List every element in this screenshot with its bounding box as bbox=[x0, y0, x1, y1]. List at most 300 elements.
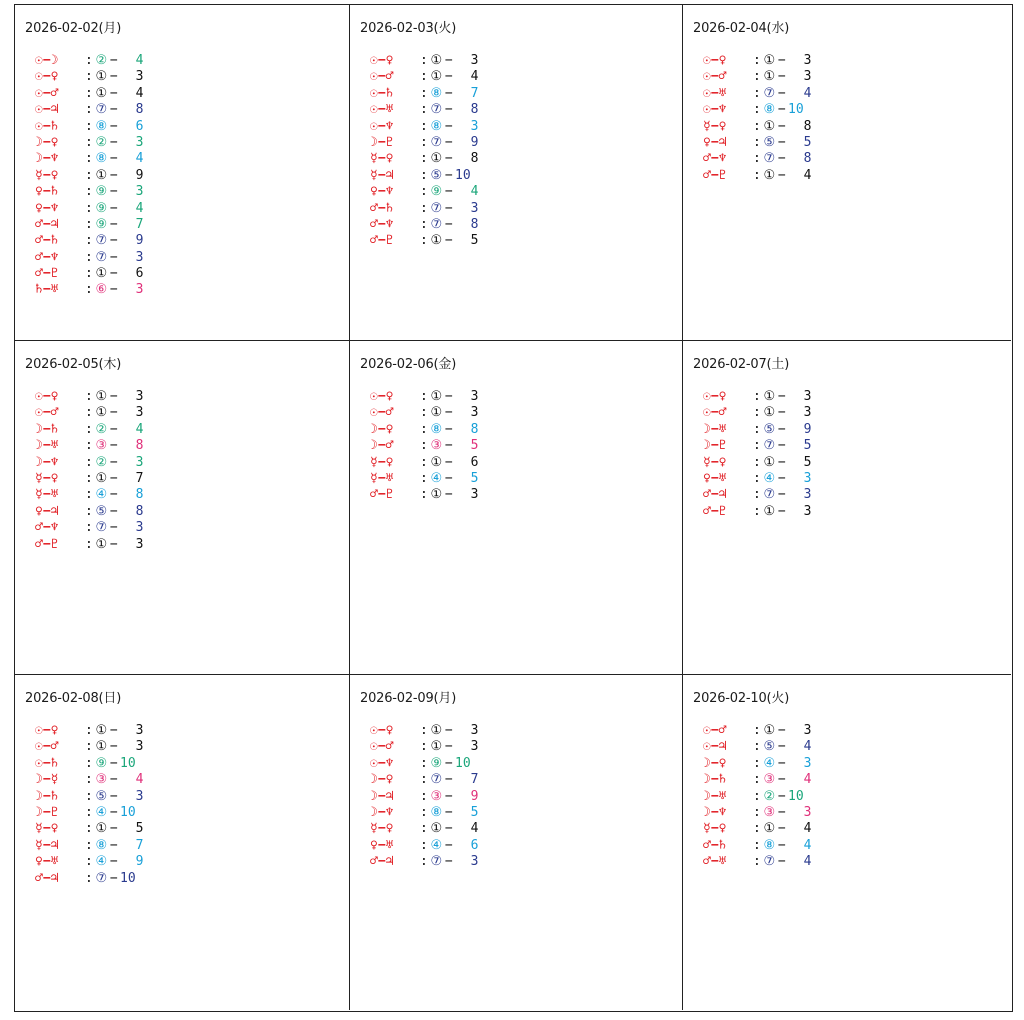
colon-separator: : bbox=[85, 282, 93, 298]
dash-separator: − bbox=[777, 102, 786, 118]
aspect-code: ⑥ bbox=[95, 282, 108, 298]
aspect-code: ① bbox=[763, 723, 776, 738]
colon-separator: : bbox=[85, 53, 93, 68]
dash-separator: − bbox=[777, 69, 794, 85]
day-date: 2026-02-05(木) bbox=[25, 357, 122, 372]
dash-separator: − bbox=[444, 454, 461, 470]
dash-separator: − bbox=[777, 134, 794, 150]
aspect-value: 6 bbox=[135, 266, 144, 282]
aspect-row bbox=[703, 772, 1011, 788]
dash-separator: − bbox=[444, 200, 461, 216]
dash-separator: − bbox=[444, 837, 461, 853]
day-date: 2026-02-02(月) bbox=[25, 21, 122, 36]
aspect-code: ⑦ bbox=[95, 870, 108, 886]
colon-separator: : bbox=[420, 788, 428, 804]
aspect-code: ⑦ bbox=[763, 854, 776, 870]
aspect-code: ⑨ bbox=[95, 200, 108, 216]
colon-separator: : bbox=[85, 151, 93, 167]
colon-separator: : bbox=[420, 854, 428, 870]
planet-pair: ♂−♆ bbox=[703, 151, 727, 167]
planet-pair: ♀−♄ bbox=[35, 184, 59, 200]
dash-separator: − bbox=[444, 53, 461, 68]
colon-separator: : bbox=[420, 69, 428, 85]
day-cell bbox=[683, 5, 1011, 341]
dash-separator: − bbox=[777, 405, 794, 421]
colon-separator: : bbox=[420, 739, 428, 755]
aspect-code: ① bbox=[763, 405, 776, 421]
dash-separator: − bbox=[777, 739, 794, 755]
planet-pair: ☉−♂ bbox=[35, 405, 59, 421]
aspect-code: ① bbox=[430, 53, 443, 68]
aspect-row bbox=[35, 756, 349, 772]
colon-separator: : bbox=[85, 200, 93, 216]
planet-pair: ☽−♆ bbox=[35, 454, 59, 470]
colon-separator: : bbox=[85, 503, 93, 519]
planet-pair: ☉−♃ bbox=[703, 739, 727, 755]
aspect-value: 3 bbox=[135, 389, 144, 404]
aspect-code: ③ bbox=[95, 438, 108, 454]
planet-pair: ♂−♃ bbox=[703, 487, 727, 503]
dash-separator: − bbox=[444, 151, 461, 167]
colon-separator: : bbox=[420, 118, 428, 134]
colon-separator: : bbox=[753, 821, 761, 837]
aspect-row bbox=[35, 471, 349, 487]
colon-separator: : bbox=[753, 167, 761, 183]
aspect-value: 3 bbox=[135, 739, 144, 755]
colon-separator: : bbox=[753, 134, 761, 150]
colon-separator: : bbox=[753, 405, 761, 421]
aspect-value: 9 bbox=[135, 167, 144, 183]
planet-pair: ♂−♇ bbox=[370, 487, 394, 503]
aspect-value: 5 bbox=[470, 233, 479, 249]
planet-pair: ♀−♃ bbox=[35, 503, 59, 519]
aspect-row bbox=[35, 838, 349, 854]
aspect-value: 3 bbox=[803, 69, 812, 85]
aspect-row bbox=[703, 789, 1011, 805]
aspect-row bbox=[35, 789, 349, 805]
dash-separator: − bbox=[777, 837, 794, 853]
aspect-row bbox=[35, 151, 349, 167]
planet-pair: ☽−♄ bbox=[35, 788, 59, 804]
colon-separator: : bbox=[420, 134, 428, 150]
colon-separator: : bbox=[753, 772, 761, 788]
aspect-value: 5 bbox=[803, 438, 812, 454]
planet-pair: ☽−♀ bbox=[703, 755, 727, 771]
dash-separator: − bbox=[444, 421, 461, 437]
dash-separator: − bbox=[444, 134, 461, 150]
aspect-value: 6 bbox=[470, 837, 479, 853]
aspect-value: 3 bbox=[470, 487, 479, 503]
dash-separator: − bbox=[444, 804, 461, 820]
aspect-code: ② bbox=[95, 134, 108, 150]
colon-separator: : bbox=[85, 870, 93, 886]
planet-pair: ☉−♀ bbox=[35, 69, 59, 85]
dash-separator: − bbox=[109, 804, 118, 820]
planet-pair: ☉−♂ bbox=[703, 723, 727, 738]
aspect-code: ② bbox=[95, 421, 108, 437]
aspect-row bbox=[35, 86, 349, 102]
aspect-row bbox=[35, 119, 349, 135]
dash-separator: − bbox=[109, 755, 118, 771]
colon-separator: : bbox=[753, 470, 761, 486]
dash-separator: − bbox=[444, 821, 461, 837]
colon-separator: : bbox=[85, 102, 93, 118]
dash-separator: − bbox=[109, 184, 126, 200]
aspect-code: ③ bbox=[430, 788, 443, 804]
planet-pair: ☉−♀ bbox=[35, 389, 59, 404]
dash-separator: − bbox=[444, 85, 461, 101]
planet-pair: ☿−♃ bbox=[370, 167, 394, 183]
colon-separator: : bbox=[420, 487, 428, 503]
aspect-row bbox=[370, 838, 682, 854]
aspect-row bbox=[35, 53, 349, 69]
dash-separator: − bbox=[109, 854, 126, 870]
aspect-code: ③ bbox=[763, 804, 776, 820]
dash-separator: − bbox=[444, 788, 461, 804]
colon-separator: : bbox=[85, 233, 93, 249]
dash-separator: − bbox=[109, 151, 126, 167]
planet-pair: ☉−♅ bbox=[703, 85, 727, 101]
colon-separator: : bbox=[85, 804, 93, 820]
dash-separator: − bbox=[777, 421, 794, 437]
colon-separator: : bbox=[85, 520, 93, 536]
aspect-row bbox=[370, 233, 682, 249]
aspect-code: ① bbox=[763, 53, 776, 68]
aspect-code: ⑧ bbox=[763, 837, 776, 853]
aspect-code: ⑦ bbox=[430, 216, 443, 232]
dash-separator: − bbox=[109, 266, 126, 282]
aspect-code: ① bbox=[430, 151, 443, 167]
aspect-value: 4 bbox=[803, 821, 812, 837]
colon-separator: : bbox=[420, 233, 428, 249]
aspect-row bbox=[703, 854, 1011, 870]
dash-separator: − bbox=[444, 167, 453, 183]
aspect-row bbox=[35, 135, 349, 151]
aspect-code: ② bbox=[95, 454, 108, 470]
aspect-value: 4 bbox=[803, 85, 812, 101]
aspect-value: 7 bbox=[135, 837, 144, 853]
aspect-row bbox=[703, 151, 1011, 167]
aspect-value: 3 bbox=[470, 723, 479, 738]
planet-pair: ♀−♅ bbox=[370, 837, 394, 853]
day-cell bbox=[683, 675, 1011, 1010]
planet-pair: ☿−♀ bbox=[35, 821, 59, 837]
aspect-value: 9 bbox=[803, 421, 812, 437]
planet-pair: ☉−♀ bbox=[703, 53, 727, 68]
planet-pair: ☿−♀ bbox=[703, 118, 727, 134]
colon-separator: : bbox=[420, 755, 428, 771]
planet-pair: ☽−♅ bbox=[703, 421, 727, 437]
aspect-code: ⑧ bbox=[430, 118, 443, 134]
aspect-row bbox=[703, 119, 1011, 135]
aspect-row bbox=[35, 266, 349, 282]
colon-separator: : bbox=[85, 405, 93, 421]
aspect-row bbox=[35, 405, 349, 421]
aspect-code: ⑤ bbox=[95, 788, 108, 804]
planet-pair: ☿−♅ bbox=[370, 470, 394, 486]
planet-pair: ☉−♂ bbox=[703, 405, 727, 421]
colon-separator: : bbox=[420, 184, 428, 200]
aspect-row bbox=[35, 504, 349, 520]
aspect-value: 8 bbox=[135, 487, 144, 503]
aspect-code: ⑤ bbox=[95, 503, 108, 519]
aspect-code: ⑦ bbox=[763, 438, 776, 454]
planet-pair: ☽−☿ bbox=[35, 772, 59, 788]
aspect-code: ① bbox=[95, 85, 108, 101]
planet-pair: ☉−♄ bbox=[35, 118, 59, 134]
colon-separator: : bbox=[753, 53, 761, 68]
colon-separator: : bbox=[753, 788, 761, 804]
aspect-value: 9 bbox=[470, 134, 479, 150]
aspect-value: 4 bbox=[803, 854, 812, 870]
day-cell bbox=[15, 5, 350, 341]
dash-separator: − bbox=[444, 755, 453, 771]
aspect-value: 6 bbox=[470, 454, 479, 470]
dash-separator: − bbox=[109, 200, 126, 216]
colon-separator: : bbox=[420, 389, 428, 404]
aspect-value: 4 bbox=[803, 837, 812, 853]
aspect-code: ① bbox=[430, 723, 443, 738]
aspect-value: 4 bbox=[135, 85, 144, 101]
aspect-value: 4 bbox=[803, 739, 812, 755]
aspect-value: 4 bbox=[470, 821, 479, 837]
colon-separator: : bbox=[85, 216, 93, 232]
aspect-code: ② bbox=[763, 788, 776, 804]
day-cell bbox=[15, 675, 350, 1010]
planet-pair: ♀−♆ bbox=[370, 184, 394, 200]
aspect-value: 8 bbox=[470, 421, 479, 437]
aspect-row bbox=[35, 723, 349, 739]
aspect-row bbox=[703, 739, 1011, 755]
aspect-row bbox=[703, 389, 1011, 405]
aspect-code: ⑦ bbox=[95, 520, 108, 536]
aspect-code: ① bbox=[95, 536, 108, 552]
dash-separator: − bbox=[444, 405, 461, 421]
aspect-row bbox=[370, 455, 682, 471]
aspect-value: 8 bbox=[803, 151, 812, 167]
aspect-list bbox=[693, 389, 1011, 520]
aspect-code: ⑨ bbox=[95, 184, 108, 200]
colon-separator: : bbox=[753, 151, 761, 167]
aspect-value: 10 bbox=[788, 102, 804, 118]
aspect-code: ⑤ bbox=[763, 134, 776, 150]
aspect-row bbox=[703, 471, 1011, 487]
dash-separator: − bbox=[109, 470, 126, 486]
aspect-list bbox=[693, 723, 1011, 871]
planet-pair: ♂−♇ bbox=[370, 233, 394, 249]
aspect-value: 3 bbox=[135, 454, 144, 470]
colon-separator: : bbox=[420, 837, 428, 853]
day-date: 2026-02-07(土) bbox=[693, 357, 790, 372]
aspect-row bbox=[35, 102, 349, 118]
planet-pair: ☉−♂ bbox=[370, 739, 394, 755]
dash-separator: − bbox=[777, 389, 794, 404]
aspect-row bbox=[35, 805, 349, 821]
aspect-row bbox=[35, 455, 349, 471]
aspect-row bbox=[35, 201, 349, 217]
colon-separator: : bbox=[85, 487, 93, 503]
aspect-code: ⑦ bbox=[95, 102, 108, 118]
planet-pair: ☉−♀ bbox=[370, 53, 394, 68]
aspect-value: 3 bbox=[135, 520, 144, 536]
aspect-row bbox=[370, 422, 682, 438]
aspect-value: 3 bbox=[803, 389, 812, 404]
aspect-value: 9 bbox=[470, 788, 479, 804]
dash-separator: − bbox=[777, 167, 794, 183]
aspect-value: 5 bbox=[470, 470, 479, 486]
aspect-value: 7 bbox=[135, 470, 144, 486]
dash-separator: − bbox=[444, 723, 461, 738]
planet-pair: ☉−♄ bbox=[370, 85, 394, 101]
colon-separator: : bbox=[420, 53, 428, 68]
aspect-row bbox=[370, 789, 682, 805]
aspect-code: ⑦ bbox=[430, 772, 443, 788]
dash-separator: − bbox=[109, 520, 126, 536]
aspect-value: 5 bbox=[470, 438, 479, 454]
colon-separator: : bbox=[420, 85, 428, 101]
aspect-row bbox=[35, 487, 349, 503]
dash-separator: − bbox=[109, 85, 126, 101]
aspect-row bbox=[703, 168, 1011, 184]
aspect-row bbox=[35, 871, 349, 887]
aspect-value: 10 bbox=[455, 755, 471, 771]
aspect-code: ⑦ bbox=[95, 249, 108, 265]
dash-separator: − bbox=[109, 438, 126, 454]
day-date: 2026-02-09(月) bbox=[360, 691, 457, 706]
dash-separator: − bbox=[777, 503, 794, 519]
aspect-value: 7 bbox=[135, 216, 144, 232]
colon-separator: : bbox=[85, 772, 93, 788]
aspect-row bbox=[35, 168, 349, 184]
aspect-row bbox=[35, 772, 349, 788]
aspect-code: ① bbox=[95, 470, 108, 486]
aspect-row bbox=[370, 405, 682, 421]
colon-separator: : bbox=[420, 804, 428, 820]
aspect-code: ① bbox=[763, 503, 776, 519]
colon-separator: : bbox=[753, 487, 761, 503]
colon-separator: : bbox=[753, 69, 761, 85]
dash-separator: − bbox=[444, 102, 461, 118]
aspect-row bbox=[370, 739, 682, 755]
aspect-value: 10 bbox=[120, 804, 136, 820]
aspect-row bbox=[370, 184, 682, 200]
aspect-row bbox=[35, 184, 349, 200]
aspect-value: 4 bbox=[135, 53, 144, 68]
aspect-code: ⑦ bbox=[430, 200, 443, 216]
planet-pair: ☽−♆ bbox=[35, 151, 59, 167]
aspect-row bbox=[703, 422, 1011, 438]
dash-separator: − bbox=[109, 723, 126, 738]
planet-pair: ♂−♇ bbox=[703, 167, 727, 183]
planet-pair: ☿−♀ bbox=[370, 151, 394, 167]
dash-separator: − bbox=[777, 53, 794, 68]
planet-pair: ☽−♃ bbox=[370, 788, 394, 804]
aspect-value: 3 bbox=[803, 487, 812, 503]
aspect-value: 5 bbox=[135, 821, 144, 837]
dash-separator: − bbox=[444, 739, 461, 755]
colon-separator: : bbox=[753, 854, 761, 870]
aspect-row bbox=[370, 756, 682, 772]
aspect-row bbox=[703, 69, 1011, 85]
aspect-row bbox=[35, 69, 349, 85]
planet-pair: ☉−♂ bbox=[370, 405, 394, 421]
planet-pair: ♀−♅ bbox=[703, 470, 727, 486]
aspect-value: 3 bbox=[135, 282, 144, 298]
aspect-code: ① bbox=[430, 454, 443, 470]
day-date: 2026-02-03(火) bbox=[360, 21, 457, 36]
dash-separator: − bbox=[109, 216, 126, 232]
dash-separator: − bbox=[109, 454, 126, 470]
aspect-code: ① bbox=[430, 69, 443, 85]
colon-separator: : bbox=[85, 184, 93, 200]
dash-separator: − bbox=[777, 772, 794, 788]
planet-pair: ☉−♆ bbox=[370, 755, 394, 771]
aspect-row bbox=[370, 69, 682, 85]
aspect-code: ④ bbox=[95, 487, 108, 503]
aspect-row bbox=[370, 389, 682, 405]
colon-separator: : bbox=[753, 118, 761, 134]
aspect-code: ⑧ bbox=[430, 804, 443, 820]
aspect-value: 3 bbox=[803, 470, 812, 486]
day-cell bbox=[350, 675, 683, 1010]
aspect-value: 3 bbox=[470, 854, 479, 870]
aspect-value: 4 bbox=[135, 151, 144, 167]
day-date: 2026-02-10(火) bbox=[693, 691, 790, 706]
colon-separator: : bbox=[420, 454, 428, 470]
planet-pair: ☉−♃ bbox=[35, 102, 59, 118]
aspect-code: ⑦ bbox=[763, 85, 776, 101]
aspect-row bbox=[703, 821, 1011, 837]
aspect-row bbox=[703, 504, 1011, 520]
colon-separator: : bbox=[753, 739, 761, 755]
aspect-list bbox=[25, 723, 349, 887]
planet-pair: ☽−♀ bbox=[370, 772, 394, 788]
dash-separator: − bbox=[109, 69, 126, 85]
dash-separator: − bbox=[777, 487, 794, 503]
aspect-row bbox=[370, 471, 682, 487]
dash-separator: − bbox=[444, 487, 461, 503]
aspect-value: 7 bbox=[470, 85, 479, 101]
dash-separator: − bbox=[109, 739, 126, 755]
aspect-value: 8 bbox=[135, 503, 144, 519]
dash-separator: − bbox=[109, 233, 126, 249]
dash-separator: − bbox=[444, 438, 461, 454]
planet-pair: ♂−♃ bbox=[35, 870, 59, 886]
aspect-code: ① bbox=[95, 69, 108, 85]
colon-separator: : bbox=[753, 421, 761, 437]
aspect-code: ① bbox=[763, 118, 776, 134]
aspect-value: 3 bbox=[803, 755, 812, 771]
aspect-row bbox=[370, 438, 682, 454]
aspect-value: 3 bbox=[470, 739, 479, 755]
colon-separator: : bbox=[85, 788, 93, 804]
colon-separator: : bbox=[753, 389, 761, 404]
dash-separator: − bbox=[777, 755, 794, 771]
dash-separator: − bbox=[777, 438, 794, 454]
aspect-row bbox=[703, 102, 1011, 118]
colon-separator: : bbox=[85, 69, 93, 85]
planet-pair: ☉−♆ bbox=[703, 102, 727, 118]
aspect-value: 9 bbox=[135, 233, 144, 249]
planet-pair: ♂−♇ bbox=[35, 266, 59, 282]
aspect-row bbox=[703, 455, 1011, 471]
dash-separator: − bbox=[109, 870, 118, 886]
planet-pair: ☉−♀ bbox=[703, 389, 727, 404]
aspect-row bbox=[703, 438, 1011, 454]
colon-separator: : bbox=[420, 151, 428, 167]
aspect-code: ⑦ bbox=[430, 134, 443, 150]
aspect-row bbox=[35, 422, 349, 438]
